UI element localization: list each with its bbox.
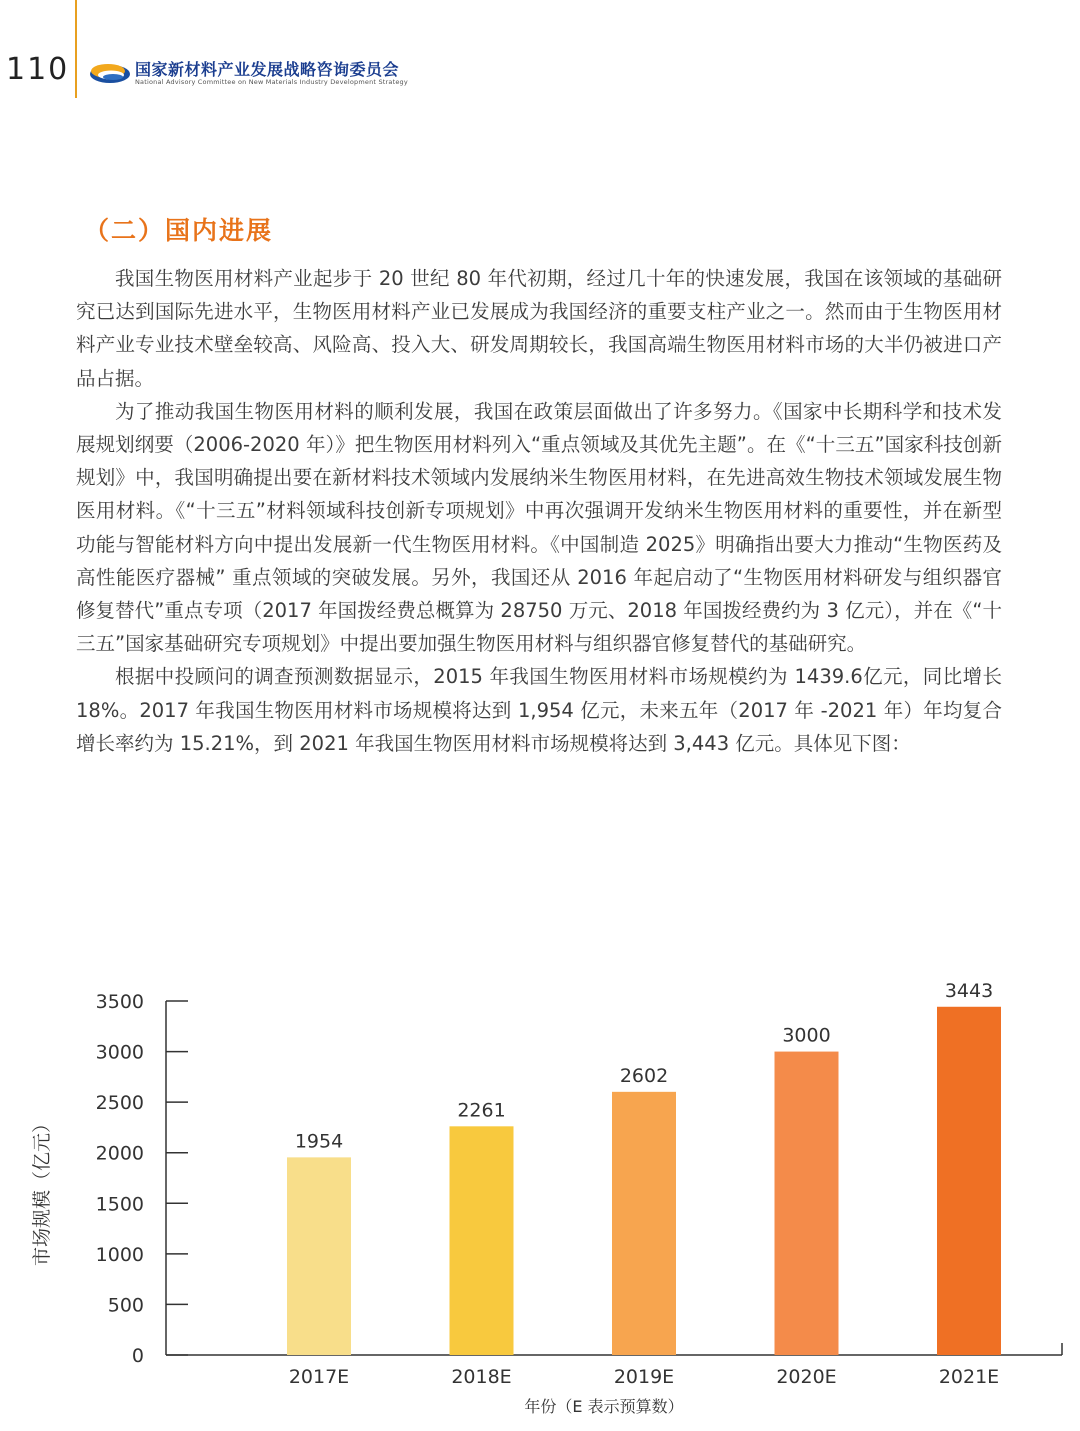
bar-value-label: 3000 <box>782 1024 831 1047</box>
y-axis <box>96 991 188 1367</box>
y-tick-label: 2000 <box>95 1142 144 1165</box>
committee-logo-icon <box>88 58 132 88</box>
page-header <box>0 0 1080 100</box>
bar <box>287 1157 351 1355</box>
bar <box>775 1052 839 1355</box>
bar-value-label: 2602 <box>619 1064 669 1087</box>
y-tick-label: 1000 <box>95 1243 144 1266</box>
y-axis-label: 市场规模（亿元） <box>31 1113 53 1267</box>
y-tick-label: 3000 <box>95 1041 144 1064</box>
bar-value-label: 1954 <box>294 1130 344 1153</box>
x-tick-label: 2019E <box>613 1366 675 1388</box>
y-tick-label: 2500 <box>95 1092 144 1115</box>
paragraph: 为了推动我国生物医用材料的顺利发展，我国在政策层面做出了许多努力。《国家中长期科学和技术发展规划纲要（2006-2020 年）》把生物医用材料列入“重点领域及其优先主题”。在《“十三五”国家科技创新规划》中，我国明确提出要在新材料技术领域内发展纳米生物医用材料，在先进高效生物技术领域发展生物医用材料。《“十三五”材料领域科技创新专项规划》中再次强调开发纳米生物医用材料的重要性，并在新型功能与智能材料方向中提出发展新一代生物医用材料。《中国制造 2025》明确指出要大力推动“生物医药及高性能医疗器械” 重点领域的突破发展。另外，我国还从 2016 年起启动了“生物医用材料研发与组织器官修复替代”重点专项（2017 年国拨经费总概算为 28750 万元、2018 年国拨经费约为 3 亿元），并在《“十三五”国家基础研究专项规划》中提出要加强生物医用材料与组织器官修复替代的基础研究。 <box>76 399 1002 656</box>
bar-value-label: 2261 <box>457 1099 506 1122</box>
header-divider <box>75 0 77 98</box>
paragraph: 根据中投顾问的调查预测数据显示，2015 年我国生物医用材料市场规模约为 1439.6亿元，同比增长 18%。2017 年我国生物医用材料市场规模将达到 1,954 亿元，未来五年（2017 年 -2021 年）年均复合增长率约为 15.21%，到 2021 年我国生物医用材料市场规模将达到 3,443 亿元。具体见下图： <box>76 665 1002 755</box>
bar-series <box>287 980 1001 1388</box>
org-name-cn: 国家新材料产业发展战略咨询委员会 <box>135 60 400 79</box>
y-tick-label: 1500 <box>95 1193 144 1216</box>
bar-chart <box>30 960 1080 1430</box>
market-size-chart <box>30 960 1080 1430</box>
y-tick-label: 500 <box>107 1294 144 1317</box>
body-text <box>76 262 1002 760</box>
x-tick-label: 2021E <box>938 1366 1000 1388</box>
x-tick-label: 2020E <box>776 1366 837 1388</box>
bar-value-label: 3443 <box>944 979 994 1002</box>
org-name-en: National Advisory Committee on New Materials Industry Development Strategy <box>135 78 408 86</box>
x-tick-label: 2018E <box>451 1366 512 1388</box>
y-tick-label: 0 <box>131 1345 144 1367</box>
x-axis-label: 年份（E 表示预算数） <box>524 1397 684 1416</box>
page-number: 110 <box>6 52 70 87</box>
bar <box>450 1126 514 1355</box>
bar <box>612 1092 676 1355</box>
y-tick-label: 3500 <box>95 991 144 1013</box>
section-title: （二）国内进展 <box>84 216 274 245</box>
bar <box>937 1007 1001 1355</box>
x-tick-label: 2017E <box>288 1366 350 1388</box>
paragraph: 我国生物医用材料产业起步于 20 世纪 80 年代初期，经过几十年的快速发展，我国在该领域的基础研究已达到国际先进水平，生物医用材料产业已发展成为我国经济的重要支柱产业之一。然而由于生物医用材料产业专业技术壁垒较高、风险高、投入大、研发周期较长，我国高端生物医用材料市场的大半仍被进口产品占据。 <box>76 267 1002 390</box>
